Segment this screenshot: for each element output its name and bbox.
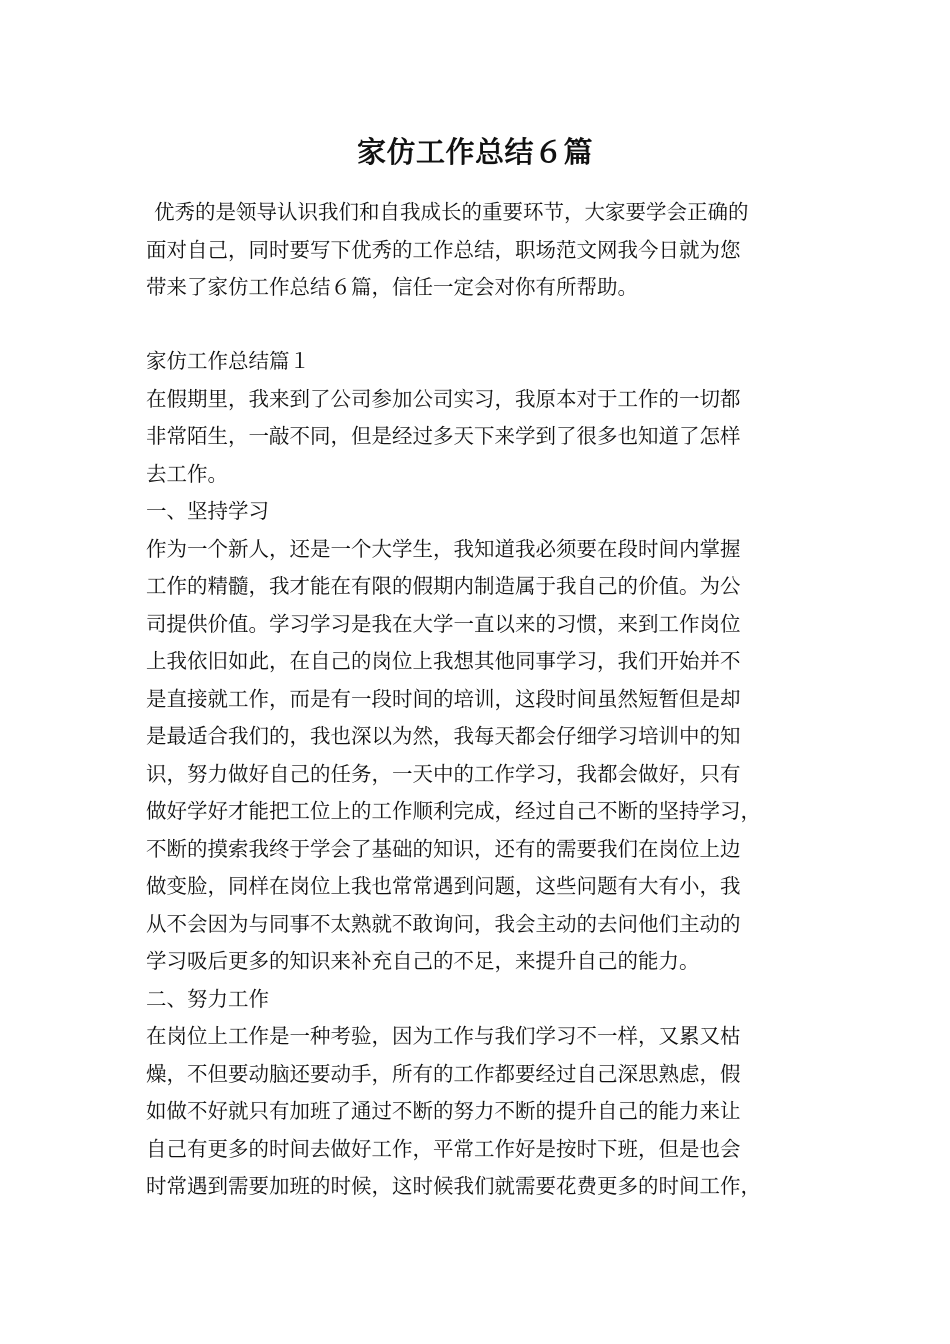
intro-paragraph — [146, 194, 812, 307]
body-line: 作为一个新人，还是一个大学生，我知道我必须要在段时间内掌握 — [146, 536, 741, 561]
body-line: 司提供价值。学习学习是我在大学一直以来的习惯，来到工作岗位 — [146, 611, 741, 636]
intro-line: 带来了家仿工作总结６篇，信任一定会对你有所帮助。 — [146, 275, 638, 299]
body-line: 做好学好才能把工位上的工作顺利完成，经过自己不断的坚持学习， — [146, 799, 761, 823]
subsection-heading: 二、努力工作 — [146, 986, 269, 1011]
body-line: 燥，不但要动脑还要动手，所有的工作都要经过自己深思熟虑，假 — [146, 1061, 741, 1086]
body-line: 自己有更多的时间去做好工作，平常工作好是按时下班，但是也会 — [146, 1136, 741, 1161]
body-line: 上我依旧如此，在自己的岗位上我想其他同事学习，我们开始并不 — [146, 649, 741, 673]
body-line: 是最适合我们的，我也深以为然，我每天都会仔细学习培训中的知 — [146, 724, 741, 748]
body-line: 时常遇到需要加班的时候，这时候我们就需要花费更多的时间工作， — [146, 1174, 761, 1198]
subsection-heading: 一、坚持学习 — [146, 499, 269, 523]
article-body — [146, 343, 812, 1206]
body-line: 是直接就工作，而是有一段时间的培训，这段时间虽然短暂但是却 — [146, 686, 741, 711]
body-line: 识，努力做好自己的任务，一天中的工作学习，我都会做好，只有 — [146, 761, 741, 786]
intro-line: 优秀的是领导认识我们和自我成长的重要环节，大家要学会正确的 — [154, 200, 749, 224]
document-title: 家仿工作总结６篇 — [356, 135, 593, 169]
section-heading: 家仿工作总结篇１ — [146, 349, 310, 373]
intro-line: 面对自己，同时要写下优秀的工作总结，职场范文网我今日就为您 — [146, 237, 741, 262]
body-line: 在岗位上工作是一种考验，因为工作与我们学习不一样，又累又枯 — [146, 1024, 741, 1048]
body-line: 从不会因为与同事不太熟就不敢询问，我会主动的去问他们主动的 — [146, 911, 741, 936]
body-line: 工作的精髓，我才能在有限的假期内制造属于我自己的价值。为公 — [146, 574, 741, 598]
body-line: 在假期里，我来到了公司参加公司实习，我原本对于工作的一切都 — [146, 386, 741, 411]
body-line: 去工作。 — [146, 461, 228, 486]
body-line: 做变脸，同样在岗位上我也常常遇到问题，这些问题有大有小，我 — [146, 874, 741, 898]
body-line: 如做不好就只有加班了通过不断的努力不断的提升自己的能力来让 — [146, 1099, 741, 1123]
body-line: 学习吸后更多的知识来补充自己的不足，来提升自己的能力。 — [146, 949, 700, 973]
body-line: 非常陌生，一敲不同，但是经过多天下来学到了很多也知道了怎样 — [146, 424, 741, 448]
body-line: 不断的摸索我终于学会了基础的知识，还有的需要我们在岗位上边 — [146, 836, 741, 861]
